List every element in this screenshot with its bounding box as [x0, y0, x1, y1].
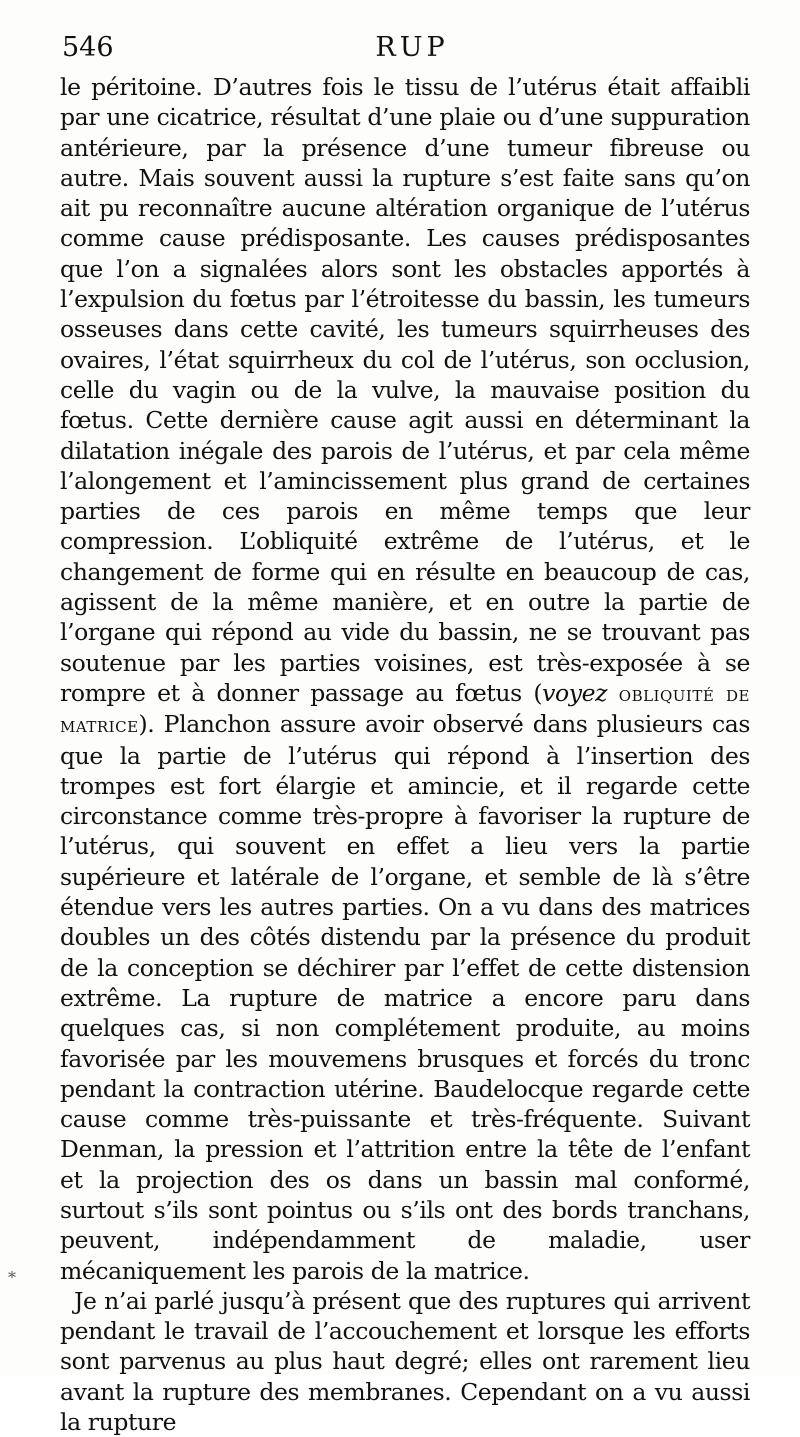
- page-header: [62, 30, 752, 66]
- voyez-italic: voyez: [542, 678, 608, 707]
- page-number: 546: [62, 32, 114, 63]
- paragraph-2: Je n’ai parlé jusqu’à présent que des ruptures qui arrivent pendant le travail de l’accouchement et lorsque les efforts sont parvenus au plus haut degré; elles ont rarement lieu avant la rupture des membranes. Cependant on a vu aussi la rupture: [60, 1286, 750, 1437]
- paragraph-1: [60, 72, 750, 1286]
- margin-mark-asterisk: *: [8, 1268, 16, 1287]
- running-head: RUP: [375, 32, 449, 63]
- body-text: [60, 72, 750, 1437]
- paragraph-1-text-after: ). Planchon assure avoir observé dans plusieurs cas que la partie de l’utérus qui répond à l’insertion des trompes est fort élargie et amincie, et il regarde cette circonstance comme très-propre à favoriser la rupture de l’utérus, qui souvent en effet a lieu vers la partie supérieure et latérale de l’organe, et semble de là s’être étendue vers les autres parties. On a vu dans des matrices doubles un des côtés distendu par la présence du produit de la conception se déchirer par l’effet de cette distension extrême. La rupture de matrice a encore paru dans quelques cas, si non complétement produite, au moins favorisée par les mouvemens brusques et forcés du tronc pendant la contraction utérine. Baudelocque regarde cette cause comme très-puissante et très-fréquente. Suivant Denman, la pression et l’attrition entre la tête de l’enfant et la projection des os dans un bassin mal conformé, surtout s’ils sont pointus ou s’ils ont des bords tranchans, peuvent, indépendamment de maladie, user mécaniquement les parois de la matrice.: [60, 710, 750, 1285]
- paragraph-1-text-before: le péritoine. D’autres fois le tissu de l’utérus était affaibli par une cicatrice, résultat d’une plaie ou d’une suppuration antérieure, par la présence d’une tumeur fibreuse ou autre. Mais souvent aussi la rupture s’est faite sans qu’on ait pu reconnaître aucune altération organique de l’utérus comme cause prédisposante. Les causes prédisposantes que l’on a signalées alors sont les obstacles apportés à l’expulsion du fœtus par l’étroitesse du bassin, les tumeurs osseuses dans cette cavité, les tumeurs squirrheuses des ovaires, l’état squirrheux du col de l’utérus, son occlusion, celle du vagin ou de la vulve, la mauvaise position du fœtus. Cette dernière cause agit aussi en déterminant la dilatation inégale des parois de l’utérus, et par cela même l’alongement et l’amincissement plus grand de certaines parties de ces parois en même temps que leur compression. L’obliquité extrême de l’utérus, et le changement de forme qui en résulte en beaucoup de cas, agissent de la même manière, et en outre la partie de l’organe qui répond au vide du bassin, ne se trouvant pas soutenue par les parties voisines, est très-exposée à se rompre et à donner passage au fœtus (: [60, 73, 750, 707]
- cross-reference: obliquité de matrice: [60, 681, 750, 738]
